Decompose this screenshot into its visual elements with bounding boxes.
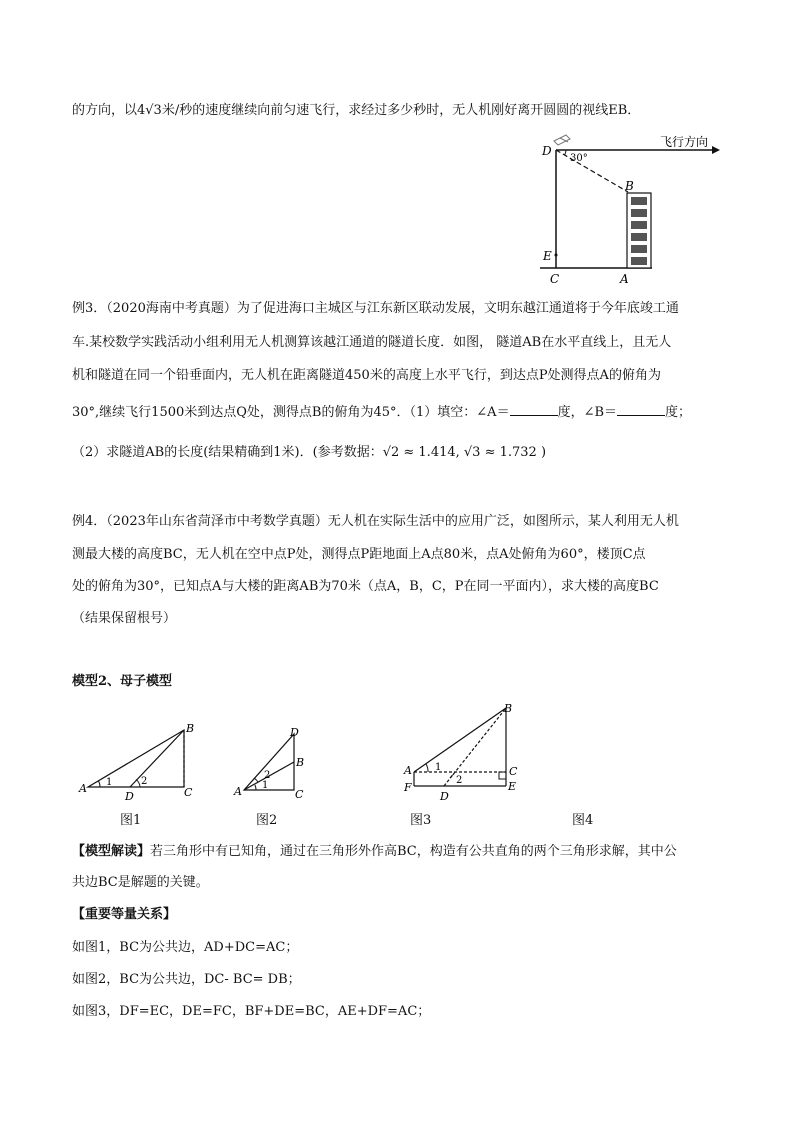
fig1-a: A (79, 782, 87, 795)
ex3-line4-a: 30°,继续飞行1500米到达点Q处，测得点B的俯角为45°．（1）填空：∠A＝ (72, 405, 510, 420)
fig2-angle2: 2 (264, 770, 271, 781)
fig1-angle2: 2 (141, 776, 148, 787)
fig2-c: C (295, 788, 304, 801)
ex3-line4 (72, 403, 691, 422)
fig3-angle2: 2 (456, 775, 463, 786)
label-angle: 30° (570, 153, 588, 164)
label-c: C (550, 272, 560, 286)
fig2-b: B (296, 756, 305, 769)
caption-fig3: 图3 (410, 813, 432, 828)
label-b: B (625, 179, 634, 193)
figure-3 (398, 700, 528, 805)
explain-line2: 共边BC是解题的关键。 (72, 875, 209, 890)
fig2-d: D (290, 726, 299, 739)
label-d: D (542, 144, 552, 158)
ex4-line2: 测最大楼的高度BC，无人机在空中点P处，测得点P距地面上A点80米，点A处俯角为60°，楼顶C点 (72, 547, 646, 562)
fig1-d: D (125, 790, 134, 802)
label-e: E (543, 249, 552, 263)
ex4-line1: 例4．（2023年山东省菏泽市中考数学真题）无人机在实际生活中的应用广泛，如图所示，某人利用无人机 (72, 514, 679, 529)
relation-1: 如图1，BC为公共边，AD+DC=AC； (72, 940, 299, 955)
fig1-angle1: 1 (106, 777, 113, 788)
drone-icon (554, 135, 570, 145)
ex3-line1: 例3．（2020海南中考真题）为了促进海口主城区与江东新区联动发展，文明东越江通道将于今年底竣工通 (72, 301, 679, 316)
figure-2 (232, 724, 322, 804)
model-explain (72, 843, 677, 861)
fig3-angle1: 1 (435, 762, 442, 773)
fig3-f: F (404, 781, 412, 794)
relation-3: 如图3，DF=EC，DE=FC，BF+DE=BC，AE+DF=AC； (72, 1004, 431, 1019)
figure-1 (78, 722, 198, 802)
fig1-c: C (184, 786, 193, 799)
fig1-b: B (186, 722, 195, 735)
ex3-line4-b: 度，∠B＝ (557, 405, 618, 420)
label-a: A (620, 272, 629, 286)
ex3-line4-c: 度； (665, 405, 692, 420)
ex3-line3: 机和隧道在同一个铅垂面内，无人机在距离隧道450米的高度上水平飞行，到达点P处测得点A的俯角为 (72, 368, 661, 383)
fig3-a: A (404, 764, 412, 777)
fig2-angle1: 1 (262, 780, 269, 791)
explain-body: 若三角形中有已知角，通过在三角形外作高BC，构造有公共直角的两个三角形求解，其中公 (150, 844, 677, 859)
caption-fig4: 图4 (572, 813, 594, 828)
ex4-line3: 处的俯角为30°，已知点A与大楼的距离AB为70米（点A，B，C，P在同一平面内），求大楼的高度BC (72, 579, 659, 594)
ex3-line2: 车.某校数学实践活动小组利用无人机测算该越江通道的隧道长度．如图， 隧道AB在水平直线上，且无人 (72, 335, 672, 350)
caption-fig2: 图2 (256, 813, 278, 828)
label-direction: 飞行方向 (660, 135, 709, 149)
relation-2: 如图2，BC为公共边，DC- BC= DB； (72, 972, 301, 987)
building (627, 193, 651, 268)
answer-blank-a (510, 403, 558, 416)
ex4-line4: （结果保留根号） (72, 611, 177, 626)
explain-heading: 【模型解读】 (72, 844, 151, 859)
relations-heading: 【重要等量关系】 (72, 907, 177, 922)
fig3-d: D (440, 790, 449, 803)
answer-blank-b (617, 403, 665, 416)
fig3-e: E (508, 780, 517, 793)
drone-figure (530, 130, 730, 290)
intro-line: 的方向，以4√3米/秒的速度继续向前匀速飞行，求经过多少秒时，无人机刚好离开圆圆的视线EB． (72, 103, 641, 118)
fig3-b: B (504, 702, 513, 715)
sight-line-db (556, 150, 628, 192)
caption-fig1: 图1 (120, 813, 142, 828)
fig3-c: C (509, 765, 518, 778)
fig2-a: A (234, 785, 242, 798)
model-title: 模型2、母子模型 (72, 674, 173, 689)
ex3-line5: （2）求隧道AB的长度(结果精确到1米)．(参考数据：√2 ≈ 1.414, √3 ≈ 1.732 ) (72, 445, 547, 460)
